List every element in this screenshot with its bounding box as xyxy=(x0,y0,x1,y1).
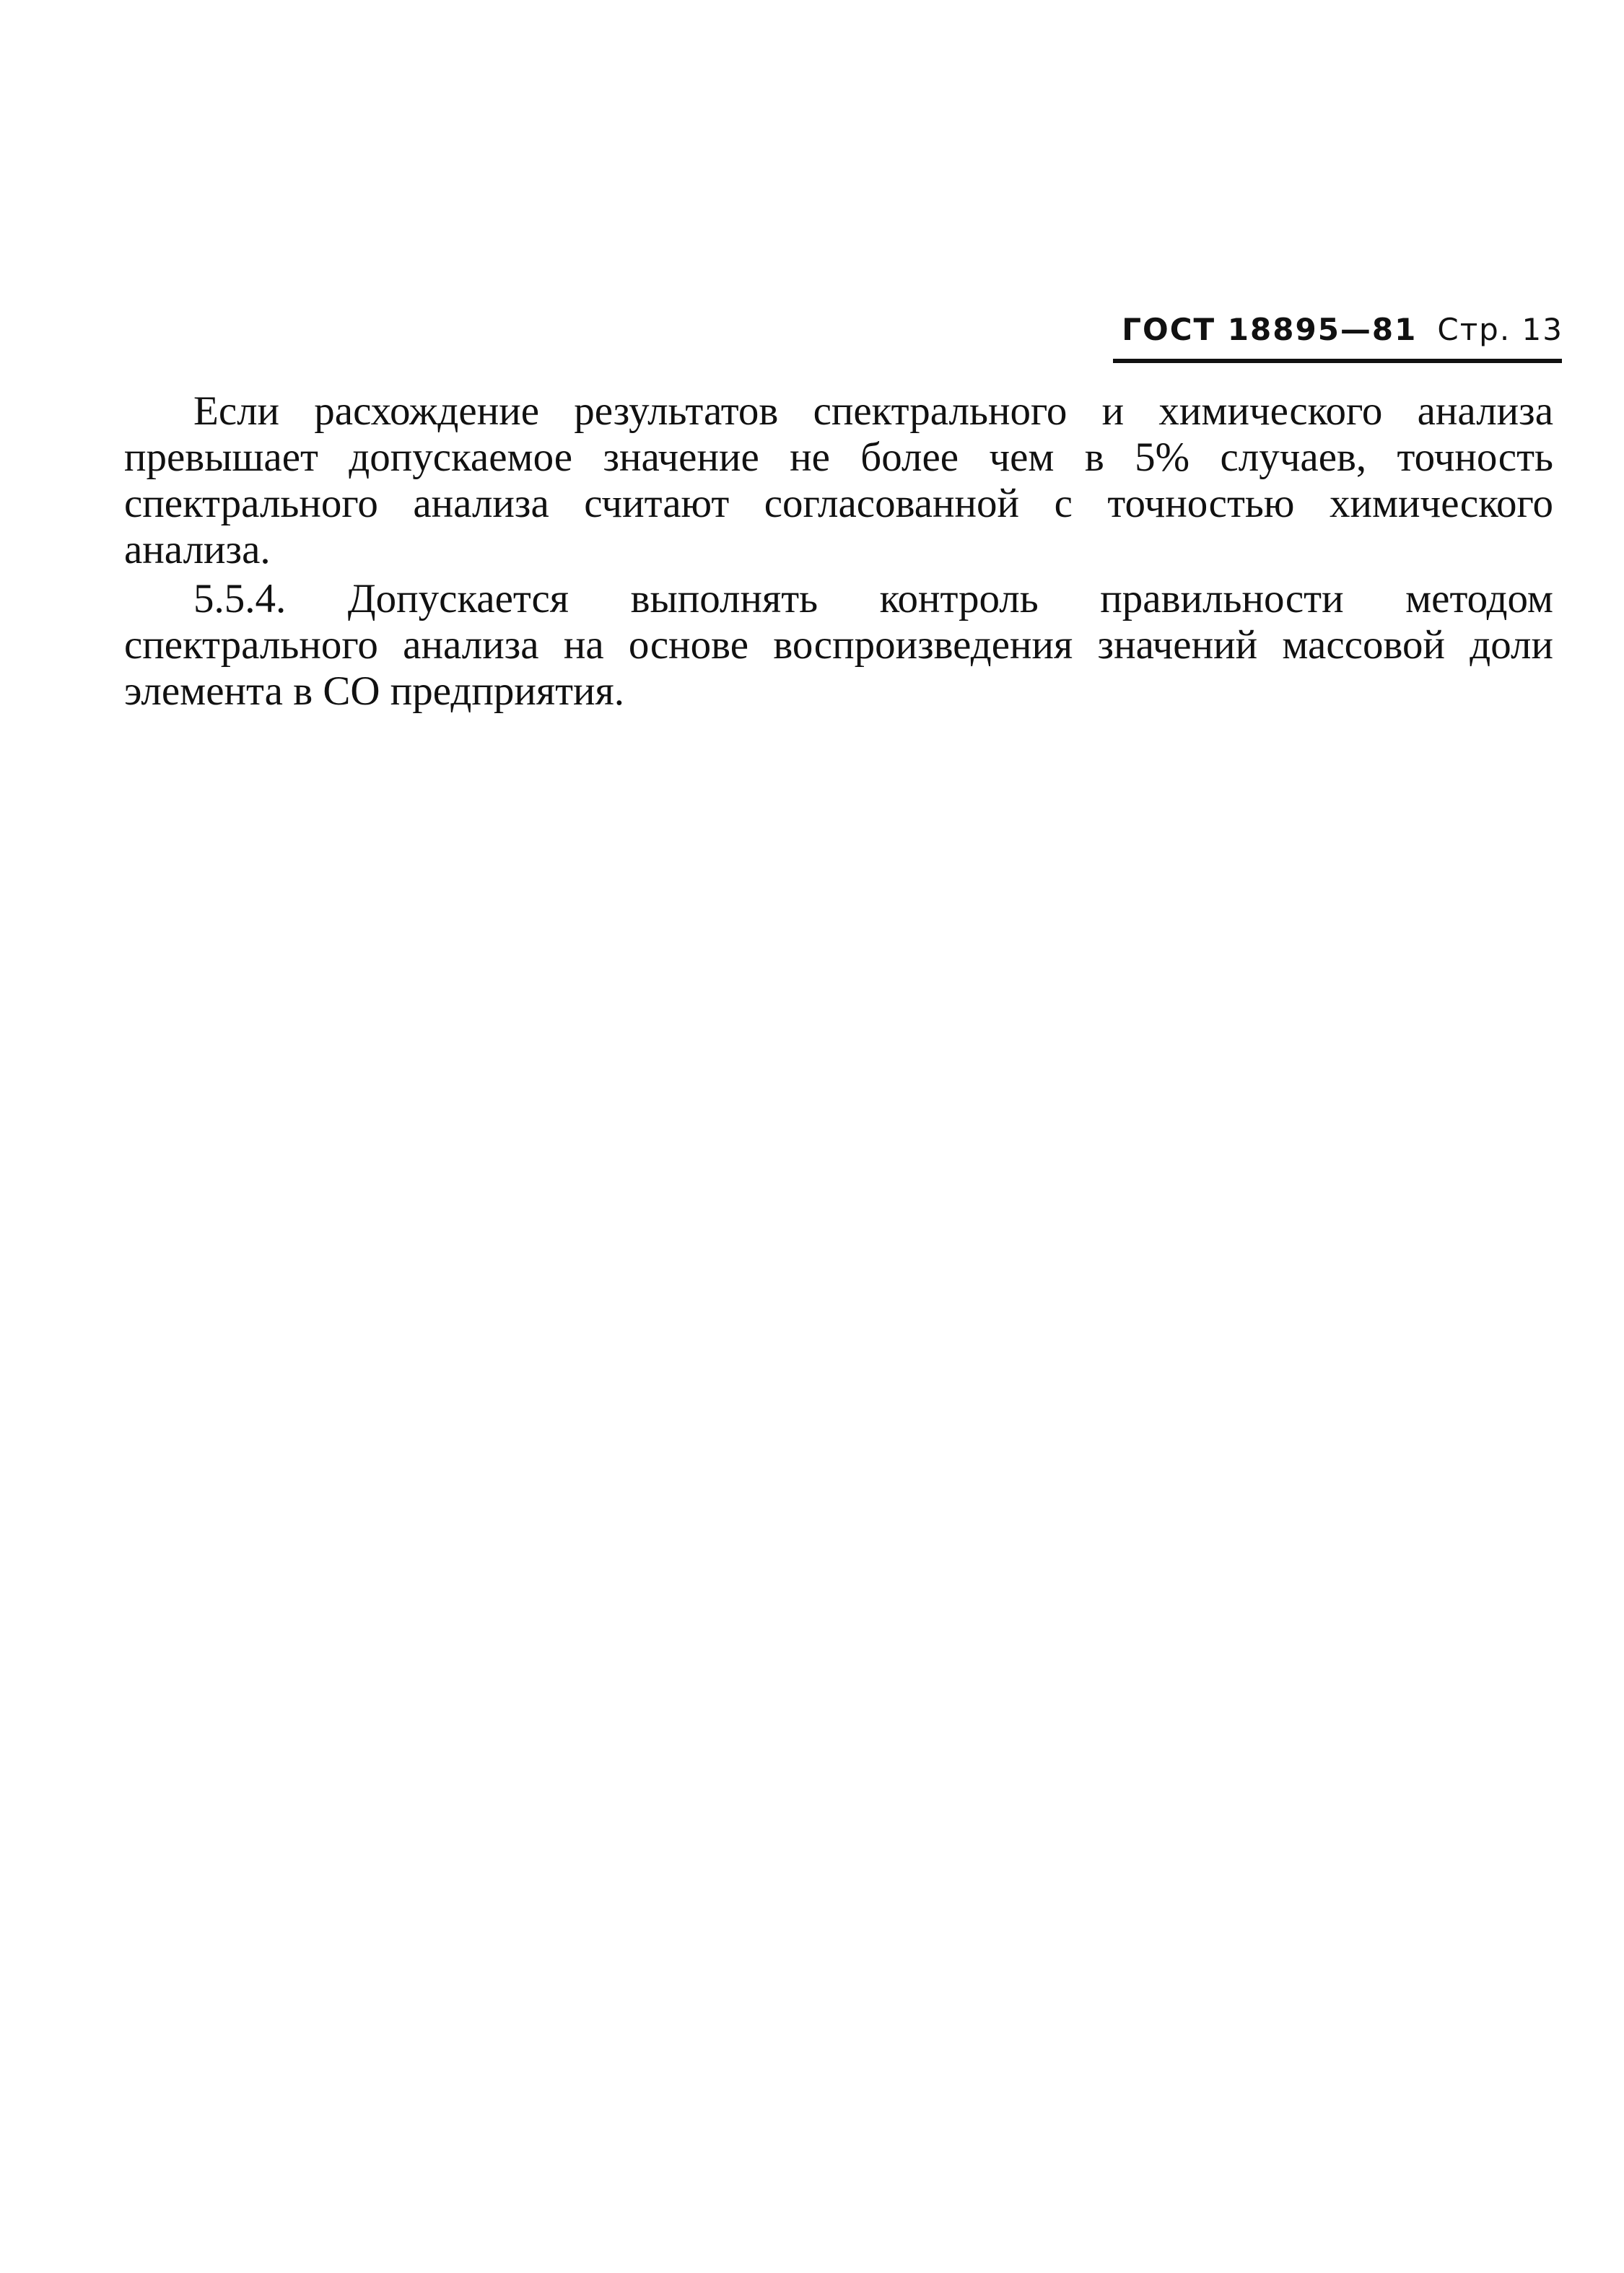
header-rule xyxy=(1113,359,1562,363)
standard-designation: ГОСТ 18895—81 xyxy=(1122,312,1418,347)
running-header xyxy=(1083,312,1563,347)
paragraph-5-5-4: 5.5.4. Допускается выполнять контроль правильности методом спектрального анализа на основе воспроизведения значений массовой доли элемента в СО предприятия. xyxy=(124,576,1553,714)
paragraph-discrepancy: Если расхождение результатов спектрального и химического анализа превышает допускаемое значение не более чем в 5% случаев, точность спектрального анализа считают согласованной с точностью химического анализа. xyxy=(124,388,1553,572)
body-text xyxy=(124,388,1553,715)
page-number: Стр. 13 xyxy=(1437,312,1563,347)
